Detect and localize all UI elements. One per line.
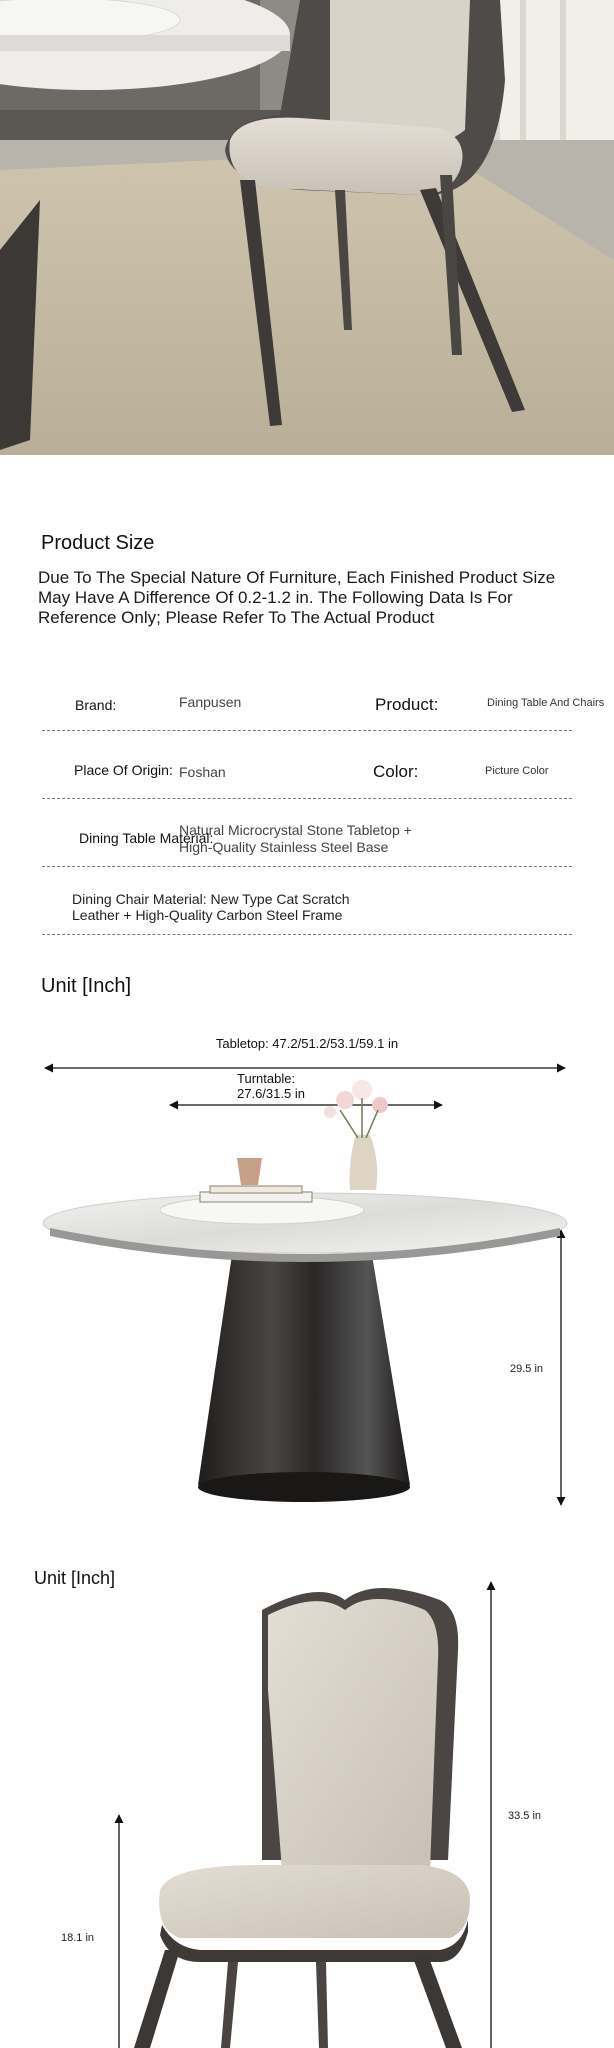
size-notice: Due To The Special Nature Of Furniture, Each Finished Product Size May Have A Difference Of 0.2-1.2 in. The Following Data Is For Reference Only; Please Refer To The Actual Product <box>38 568 556 627</box>
chair-drawing <box>0 1570 614 2048</box>
table-height: 29.5 in <box>510 1363 544 1375</box>
product-size-title: Product Size <box>41 532 155 554</box>
chair-leg <box>221 1962 238 2048</box>
chair-unit-title: Unit [Inch] <box>34 1568 116 1588</box>
color-label: Color: <box>373 762 419 781</box>
dining-room-photo <box>0 0 614 455</box>
turntable-label: Turntable: <box>237 1071 296 1086</box>
color-value: Picture Color <box>485 765 549 777</box>
divider <box>42 798 572 799</box>
seat-height: 18.1 in <box>61 1932 95 1944</box>
product-value: Dining Table And Chairs <box>487 697 605 709</box>
turntable-value: 27.6/31.5 in <box>237 1086 305 1101</box>
table-drawing <box>0 1050 614 1520</box>
brand-label: Brand: <box>75 697 117 713</box>
table-material-value: Natural Microcrystal Stone Tabletop + High-Quality Stainless Steel Base <box>179 822 412 855</box>
chair-height: 33.5 in <box>508 1810 542 1822</box>
chair-backrest <box>268 1599 438 1870</box>
divider <box>42 934 572 935</box>
chair-seat <box>159 1865 470 1938</box>
tabletop-dimension: Tabletop: 47.2/51.2/53.1/59.1 in <box>215 1036 399 1051</box>
table-pedestal <box>198 1255 410 1498</box>
table-material-label: Dining Table Material: <box>79 830 214 846</box>
chair-material: Dining Chair Material: New Type Cat Scratch Leather + High-Quality Carbon Steel Frame <box>72 891 350 923</box>
chair-leg <box>412 1955 462 2048</box>
brand-value: Fanpusen <box>179 694 242 710</box>
product-label: Product: <box>375 695 439 714</box>
origin-value: Foshan <box>179 764 226 780</box>
origin-label: Place Of Origin: <box>74 762 173 778</box>
chair-leg <box>316 1962 328 2048</box>
chair-leg <box>134 1950 180 2048</box>
divider <box>42 730 572 731</box>
table-unit-title: Unit [Inch] <box>41 975 132 997</box>
hero-photo <box>0 0 614 455</box>
divider <box>42 866 572 867</box>
